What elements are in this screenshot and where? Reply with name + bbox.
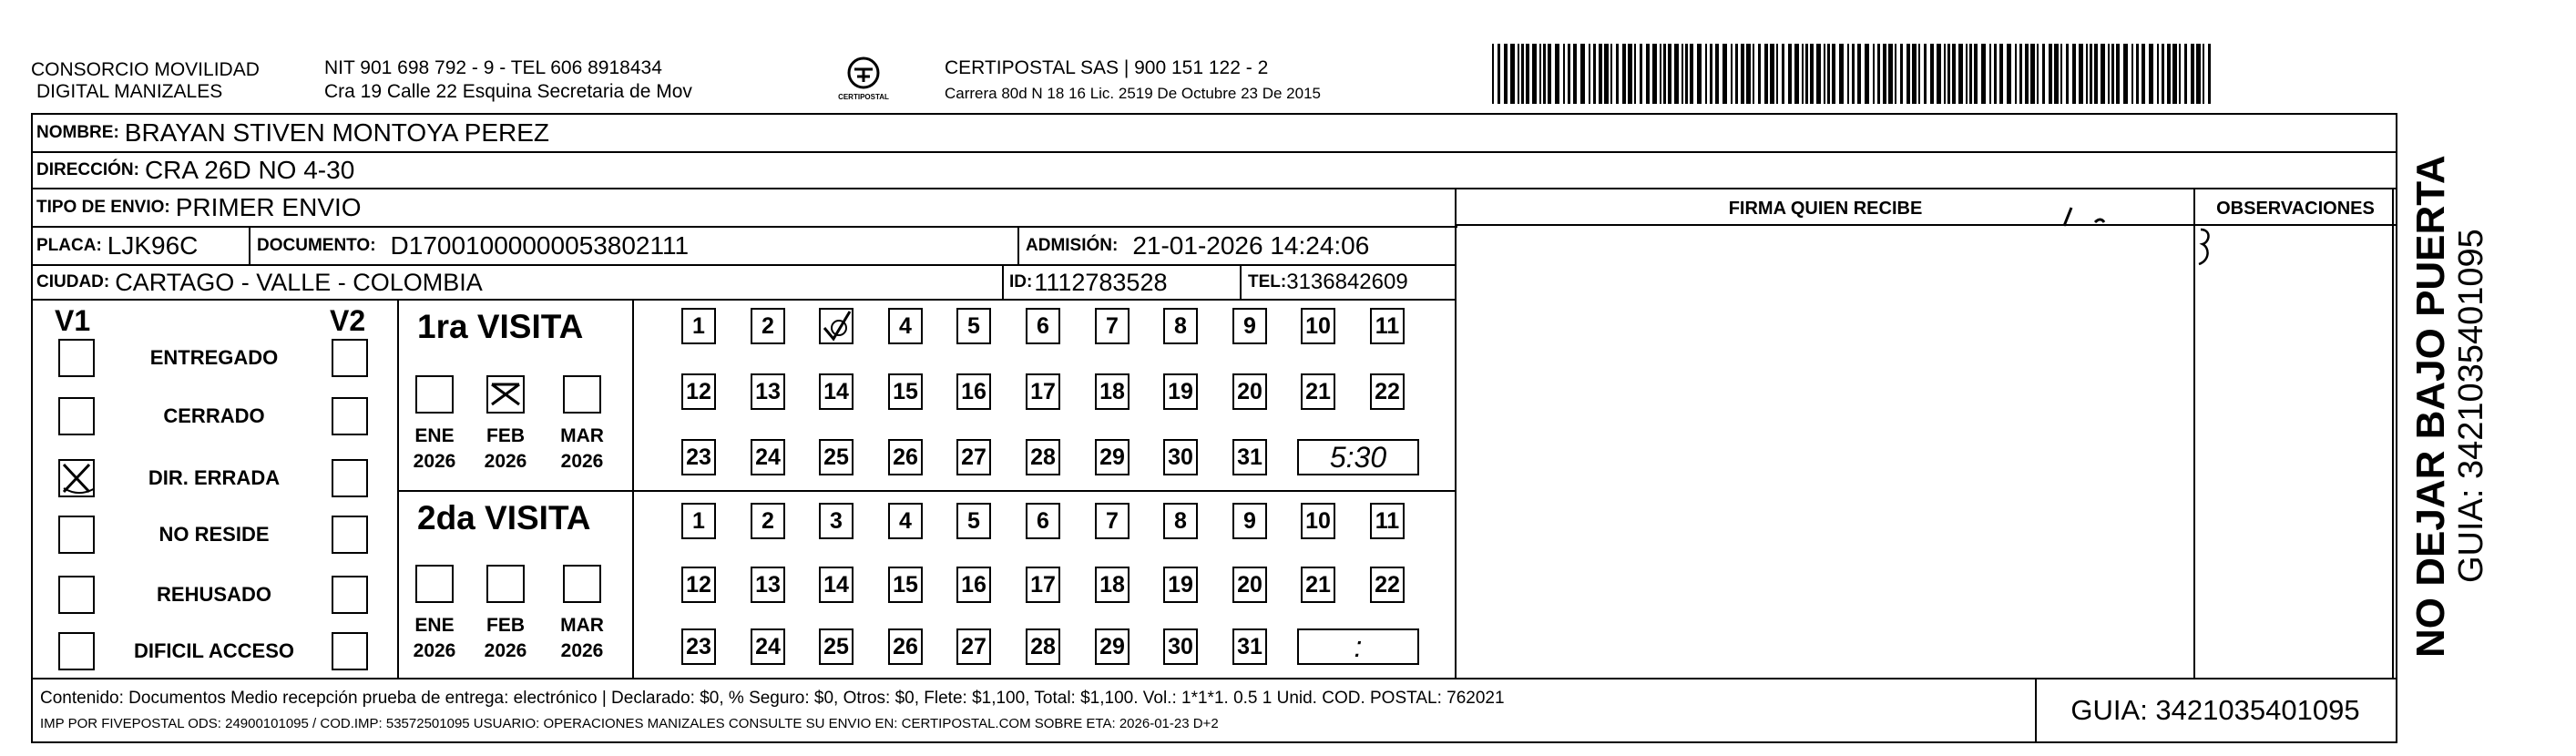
right-header-bottom <box>1456 224 2396 226</box>
second-month-box-ene[interactable] <box>415 565 454 603</box>
barcode-bar <box>1660 44 1661 104</box>
barcode-bar <box>2208 44 2211 104</box>
second-day-13[interactable]: 13 <box>751 567 785 603</box>
first-year-label: 2026 <box>560 451 604 472</box>
nombre-label: NOMBRE: <box>36 123 119 142</box>
admision-label: ADMISIÓN: <box>1026 236 1119 255</box>
ciudad-cell <box>31 266 483 299</box>
first-day-25[interactable]: 25 <box>819 439 854 475</box>
first-day-26[interactable]: 26 <box>888 439 923 475</box>
first-day-10[interactable]: 10 <box>1301 308 1335 344</box>
barcode-bar <box>1741 44 1744 104</box>
status-label: CERRADO <box>163 404 265 427</box>
placa-label: PLACA: <box>36 236 102 255</box>
second-month-label: FEB <box>486 615 525 636</box>
status-label: DIFICIL ACCESO <box>133 639 294 662</box>
barcode-bar <box>2042 44 2045 104</box>
id-value: 1112783528 <box>1034 268 1168 296</box>
barcode-bar <box>1900 44 1903 104</box>
status-label: NO RESIDE <box>158 523 270 546</box>
v2-checkbox-2[interactable] <box>332 459 368 497</box>
second-day-24[interactable]: 24 <box>751 628 785 665</box>
barcode-bar <box>1770 44 1774 104</box>
barcode <box>1492 44 2213 104</box>
first-day-14[interactable]: 14 <box>819 373 854 410</box>
company-name-line1: CONSORCIO MOVILIDAD <box>31 59 260 80</box>
direccion-row <box>31 153 2396 189</box>
documento-value: D17001000000053802111 <box>390 231 690 260</box>
barcode-bar <box>1593 44 1596 104</box>
first-day-13[interactable]: 13 <box>751 373 785 410</box>
barcode-bar <box>2203 44 2204 104</box>
barcode-bar <box>1510 44 1515 104</box>
barcode-bar <box>2030 44 2035 104</box>
barcode-bar <box>1857 44 1861 104</box>
first-day-31[interactable]: 31 <box>1232 439 1267 475</box>
footer-guia: GUIA: 3421035401095 <box>2070 694 2360 726</box>
documento-cell <box>251 228 689 264</box>
second-day-19[interactable]: 19 <box>1163 567 1198 603</box>
firma-label: FIRMA QUIEN RECIBE <box>1728 199 1923 219</box>
barcode-bar <box>1930 44 1934 104</box>
status-label: DIR. ERRADA <box>148 466 281 489</box>
v2-checkbox-3[interactable] <box>332 516 368 554</box>
barcode-bar <box>1498 44 1500 104</box>
barcode-bar <box>1753 44 1754 104</box>
first-day-17[interactable]: 17 <box>1026 373 1060 410</box>
id-cell <box>1004 266 1167 299</box>
first-day-20[interactable]: 20 <box>1232 373 1267 410</box>
barcode-bar <box>1548 44 1551 104</box>
barcode-bar <box>2079 44 2083 104</box>
second-day-9[interactable]: 9 <box>1232 503 1267 539</box>
second-day-30[interactable]: 30 <box>1163 628 1198 665</box>
second-day-25[interactable]: 25 <box>819 628 854 665</box>
first-month-box-mar[interactable] <box>563 375 601 414</box>
second-day-11[interactable]: 11 <box>1370 503 1405 539</box>
first-day-30[interactable]: 30 <box>1163 439 1198 475</box>
barcode-bar <box>1682 44 1683 104</box>
barcode-bar <box>1674 44 1679 104</box>
ciudad-label: CIUDAD: <box>36 272 110 291</box>
first-day-5[interactable]: 5 <box>956 308 991 344</box>
id-label: ID: <box>1009 272 1033 291</box>
barcode-bar <box>2019 44 2022 104</box>
barcode-bar <box>1827 44 1830 104</box>
first-year-label: 2026 <box>413 451 456 472</box>
side-warning: NO DEJAR BAJO PUERTA <box>2408 155 2453 658</box>
x-mark-icon <box>488 377 523 412</box>
second-visit-title: 2da VISITA <box>417 499 591 536</box>
barcode-bar <box>1539 44 1541 104</box>
first-visit-title: 1ra VISITA <box>417 308 584 345</box>
barcode-bar <box>2184 44 2187 104</box>
barcode-bar <box>2054 44 2059 104</box>
barcode-bar <box>1690 44 1693 104</box>
documento-label: DOCUMENTO: <box>257 236 376 255</box>
barcode-bar <box>2162 44 2164 104</box>
second-day-18[interactable]: 18 <box>1095 567 1130 603</box>
second-day-16[interactable]: 16 <box>956 567 991 603</box>
second-day-17[interactable]: 17 <box>1026 567 1060 603</box>
tel-value: 3136842609 <box>1286 270 1408 294</box>
barcode-bar <box>2111 44 2114 104</box>
barcode-bar <box>1715 44 1719 104</box>
second-day-7[interactable]: 7 <box>1095 503 1130 539</box>
v1-checkbox-3[interactable] <box>58 516 95 554</box>
barcode-bar <box>2142 44 2145 104</box>
first-day-3[interactable] <box>819 308 854 344</box>
visits-divider <box>397 490 1456 492</box>
first-month-box-ene[interactable] <box>415 375 454 414</box>
barcode-bar <box>2123 44 2128 104</box>
second-day-5[interactable]: 5 <box>956 503 991 539</box>
first-day-15[interactable]: 15 <box>888 373 923 410</box>
barcode-bar <box>1518 44 1519 104</box>
barcode-bar <box>1610 44 1612 104</box>
v1-checkbox-4[interactable] <box>58 576 95 614</box>
barcode-bar <box>1958 44 1963 104</box>
barcode-bar <box>2149 44 2153 104</box>
barcode-bar <box>2136 44 2139 104</box>
barcode-bar <box>1685 44 1688 104</box>
second-day-14[interactable]: 14 <box>819 567 854 603</box>
second-day-21[interactable]: 21 <box>1301 567 1335 603</box>
barcode-bar <box>1852 44 1855 104</box>
admision-value: 21-01-2026 14:24:06 <box>1132 231 1370 260</box>
barcode-bar <box>1937 44 1941 104</box>
tipo-label: TIPO DE ENVIO: <box>36 198 170 217</box>
barcode-bar <box>1782 44 1784 104</box>
x-mark-icon <box>60 461 93 495</box>
first-day-23[interactable]: 23 <box>681 439 716 475</box>
second-day-27[interactable]: 27 <box>956 628 991 665</box>
status-label: ENTREGADO <box>149 346 279 369</box>
barcode-bar <box>2116 44 2120 104</box>
second-day-15[interactable]: 15 <box>888 567 923 603</box>
v1-checkbox-5[interactable] <box>58 632 95 670</box>
barcode-bar <box>1526 44 1529 104</box>
barcode-bar <box>1912 44 1917 104</box>
barcode-bar <box>1847 44 1849 104</box>
first-day-27[interactable]: 27 <box>956 439 991 475</box>
frame-bottom <box>31 741 2397 743</box>
barcode-bar <box>2179 44 2181 104</box>
second-month-box-feb[interactable] <box>486 565 525 603</box>
barcode-bar <box>1788 44 1792 104</box>
second-day-4[interactable]: 4 <box>888 503 923 539</box>
second-day-23[interactable]: 23 <box>681 628 716 665</box>
barcode-bar <box>1981 44 1986 104</box>
barcode-bar <box>2037 44 2039 104</box>
barcode-bar <box>1989 44 1991 104</box>
barcode-bar <box>2007 44 2011 104</box>
barcode-bar <box>1573 44 1577 104</box>
barcode-bar <box>1947 44 1950 104</box>
observaciones-label: OBSERVACIONES <box>2216 199 2375 219</box>
first-day-9[interactable]: 9 <box>1232 308 1267 344</box>
barcode-bar <box>1628 44 1632 104</box>
first-day-6[interactable]: 6 <box>1026 308 1060 344</box>
barcode-bar <box>2196 44 2201 104</box>
first-day-18[interactable]: 18 <box>1095 373 1130 410</box>
second-year-label: 2026 <box>484 640 527 661</box>
certipostal-line2: Carrera 80d N 18 16 Lic. 2519 De Octubre 23 De 2015 <box>945 85 1321 102</box>
barcode-bar <box>2090 44 2092 104</box>
second-day-28[interactable]: 28 <box>1026 628 1060 665</box>
barcode-bar <box>1969 44 1972 104</box>
company-name-line2: DIGITAL MANIZALES <box>36 81 223 102</box>
second-day-2[interactable]: 2 <box>751 503 785 539</box>
check-mark-icon <box>821 310 852 342</box>
barcode-bar <box>1758 44 1761 104</box>
barcode-bar <box>2015 44 2017 104</box>
second-day-29[interactable]: 29 <box>1095 628 1130 665</box>
barcode-bar <box>1764 44 1768 104</box>
barcode-bar <box>1668 44 1671 104</box>
barcode-bar <box>1640 44 1642 104</box>
direccion-value: CRA 26D NO 4-30 <box>144 156 355 184</box>
barcode-bar <box>1492 44 1494 104</box>
barcode-bar <box>1697 44 1702 104</box>
first-day-2[interactable]: 2 <box>751 308 785 344</box>
frame-right <box>2396 113 2397 743</box>
observaciones-right-border <box>2392 189 2394 679</box>
placa-value: LJK96C <box>107 231 199 260</box>
barcode-bar <box>2094 44 2098 104</box>
tipo-value: PRIMER ENVIO <box>175 193 362 221</box>
nit-line: NIT 901 698 792 - 9 - TEL 606 8918434 <box>324 57 662 78</box>
barcode-bar <box>1895 44 1896 104</box>
second-day-22[interactable]: 22 <box>1370 567 1405 603</box>
barcode-bar <box>1521 44 1524 104</box>
barcode-bar <box>1924 44 1927 104</box>
v1-label: V1 <box>55 304 91 337</box>
barcode-bar <box>1999 44 2003 104</box>
barcode-bar <box>1589 44 1590 104</box>
second-day-8[interactable]: 8 <box>1163 503 1198 539</box>
barcode-bar <box>1634 44 1636 104</box>
barcode-bar <box>1710 44 1712 104</box>
barcode-bar <box>1944 44 1946 104</box>
barcode-bar <box>1824 44 1825 104</box>
id-divider <box>1240 266 1242 299</box>
barcode-bar <box>2072 44 2076 104</box>
barcode-bar <box>1794 44 1799 104</box>
placa-divider <box>249 228 250 264</box>
signature-mark <box>2059 202 2131 230</box>
barcode-bar <box>1663 44 1666 104</box>
barcode-bar <box>2172 44 2177 104</box>
footer-print-line: IMP POR FIVEPOSTAL ODS: 24900101095 / COD.IMP: 53572501095 USUARIO: OPERACIONES MANIZALES CONSULTE SU ENVIO EN: CERTIPOSTAL.COM SOBRE ETA: 2026-01-23 D+2 <box>40 716 1219 731</box>
barcode-bar <box>1865 44 1869 104</box>
first-day-16[interactable]: 16 <box>956 373 991 410</box>
barcode-bar <box>1731 44 1733 104</box>
barcode-bar <box>1599 44 1602 104</box>
barcode-bar <box>1802 44 1804 104</box>
second-year-label: 2026 <box>560 640 604 661</box>
barcode-bar <box>1735 44 1738 104</box>
barcode-bar <box>1646 44 1650 104</box>
barcode-bar <box>2108 44 2110 104</box>
barcode-bar <box>1705 44 1707 104</box>
first-day-22[interactable]: 22 <box>1370 373 1405 410</box>
v2-checkbox-0[interactable] <box>332 339 368 377</box>
barcode-bar <box>1952 44 1956 104</box>
second-day-1[interactable]: 1 <box>681 503 716 539</box>
tel-label: TEL: <box>1248 272 1287 291</box>
barcode-bar <box>1832 44 1835 104</box>
observation-mark <box>2195 226 2217 270</box>
v1-checkbox-0[interactable] <box>58 339 95 377</box>
second-month-box-mar[interactable] <box>563 565 601 603</box>
barcode-bar <box>1504 44 1508 104</box>
barcode-bar <box>1616 44 1619 104</box>
nombre-value: BRAYAN STIVEN MONTOYA PEREZ <box>124 118 550 147</box>
ciudad-value: CARTAGO - VALLE - COLOMBIA <box>115 268 483 296</box>
barcode-bar <box>1568 44 1570 104</box>
barcode-bar <box>1966 44 1968 104</box>
second-month-label: ENE <box>414 615 455 636</box>
first-day-19[interactable]: 19 <box>1163 373 1198 410</box>
barcode-bar <box>1816 44 1821 104</box>
first-day-11[interactable]: 11 <box>1370 308 1405 344</box>
v2-checkbox-1[interactable] <box>332 397 368 435</box>
barcode-bar <box>2066 44 2069 104</box>
barcode-bar <box>2157 44 2159 104</box>
first-month-label: FEB <box>486 425 525 446</box>
barcode-bar <box>1563 44 1565 104</box>
barcode-bar <box>1839 44 1844 104</box>
first-day-12[interactable]: 12 <box>681 373 716 410</box>
barcode-bar <box>1543 44 1546 104</box>
barcode-bar <box>1722 44 1727 104</box>
second-month-label: MAR <box>560 615 604 636</box>
tel-cell <box>1242 266 1408 299</box>
barcode-bar <box>1873 44 1875 104</box>
second-day-3[interactable]: 3 <box>819 503 854 539</box>
second-day-12[interactable]: 12 <box>681 567 716 603</box>
barcode-bar <box>1805 44 1808 104</box>
first-month-label: ENE <box>414 425 455 446</box>
barcode-bar <box>1918 44 1920 104</box>
side-guia: GUIA: 3421035401095 <box>2452 229 2490 583</box>
nombre-row <box>31 115 2396 153</box>
certipostal-line1: CERTIPOSTAL SAS | 900 151 122 - 2 <box>945 57 1269 78</box>
second-time-box[interactable]: : <box>1297 628 1419 665</box>
first-day-7[interactable]: 7 <box>1095 308 1130 344</box>
barcode-bar <box>2101 44 2105 104</box>
barcode-bar <box>1810 44 1814 104</box>
barcode-bar <box>2049 44 2052 104</box>
first-day-1[interactable]: 1 <box>681 308 716 344</box>
admision-cell <box>1020 228 1369 264</box>
second-year-label: 2026 <box>413 640 456 661</box>
barcode-bar <box>2167 44 2171 104</box>
barcode-bar <box>1652 44 1657 104</box>
barcode-bar <box>1974 44 1978 104</box>
barcode-bar <box>1906 44 1910 104</box>
second-day-6[interactable]: 6 <box>1026 503 1060 539</box>
first-time-box[interactable]: 5:30 <box>1297 439 1419 475</box>
barcode-bar <box>1776 44 1778 104</box>
v2-checkbox-5[interactable] <box>332 632 368 670</box>
barcode-bar <box>1746 44 1751 104</box>
first-day-8[interactable]: 8 <box>1163 308 1198 344</box>
barcode-bar <box>1555 44 1559 104</box>
barcode-bar <box>2025 44 2029 104</box>
second-day-26[interactable]: 26 <box>888 628 923 665</box>
direccion-label: DIRECCIÓN: <box>36 160 139 179</box>
first-day-24[interactable]: 24 <box>751 439 785 475</box>
first-day-29[interactable]: 29 <box>1095 439 1130 475</box>
logo-text: CERTIPOSTAL <box>838 93 889 101</box>
barcode-bar <box>1888 44 1893 104</box>
barcode-bar <box>1994 44 1997 104</box>
barcode-bar <box>2060 44 2062 104</box>
second-day-31[interactable]: 31 <box>1232 628 1267 665</box>
barcode-bar <box>1883 44 1886 104</box>
first-day-4[interactable]: 4 <box>888 308 923 344</box>
barcode-bar <box>2131 44 2133 104</box>
barcode-bar <box>1532 44 1537 104</box>
first-month-box-feb[interactable] <box>486 375 525 414</box>
barcode-bar <box>1580 44 1585 104</box>
first-month-label: MAR <box>560 425 604 446</box>
barcode-bar <box>2191 44 2194 104</box>
footer-content-line: Contenido: Documentos Medio recepción prueba de entrega: electrónico | Declarado: $0, % Seguro: $0, Otros: $0, Flete: $1,100, Total: $1,100. Vol.: 1*1*1. 0.5 1 Unid. COD. POSTAL: 762021 <box>40 689 1505 708</box>
first-day-28[interactable]: 28 <box>1026 439 1060 475</box>
certipostal-logo <box>838 53 889 106</box>
status-label: REHUSADO <box>157 583 271 606</box>
documento-divider <box>1017 228 1019 264</box>
first-year-label: 2026 <box>484 451 527 472</box>
v1-checkbox-1[interactable] <box>58 397 95 435</box>
address-line: Cra 19 Calle 22 Esquina Secretaria de Mov <box>324 81 692 102</box>
second-day-10[interactable]: 10 <box>1301 503 1335 539</box>
v2-label: V2 <box>330 304 366 337</box>
v2-checkbox-4[interactable] <box>332 576 368 614</box>
first-day-21[interactable]: 21 <box>1301 373 1335 410</box>
barcode-bar <box>1604 44 1609 104</box>
barcode-bar <box>2086 44 2088 104</box>
v1-checkbox-2[interactable] <box>58 459 95 497</box>
ciudad-row-bottom <box>31 299 1456 301</box>
barcode-bar <box>1622 44 1626 104</box>
second-day-20[interactable]: 20 <box>1232 567 1267 603</box>
barcode-bar <box>1877 44 1880 104</box>
